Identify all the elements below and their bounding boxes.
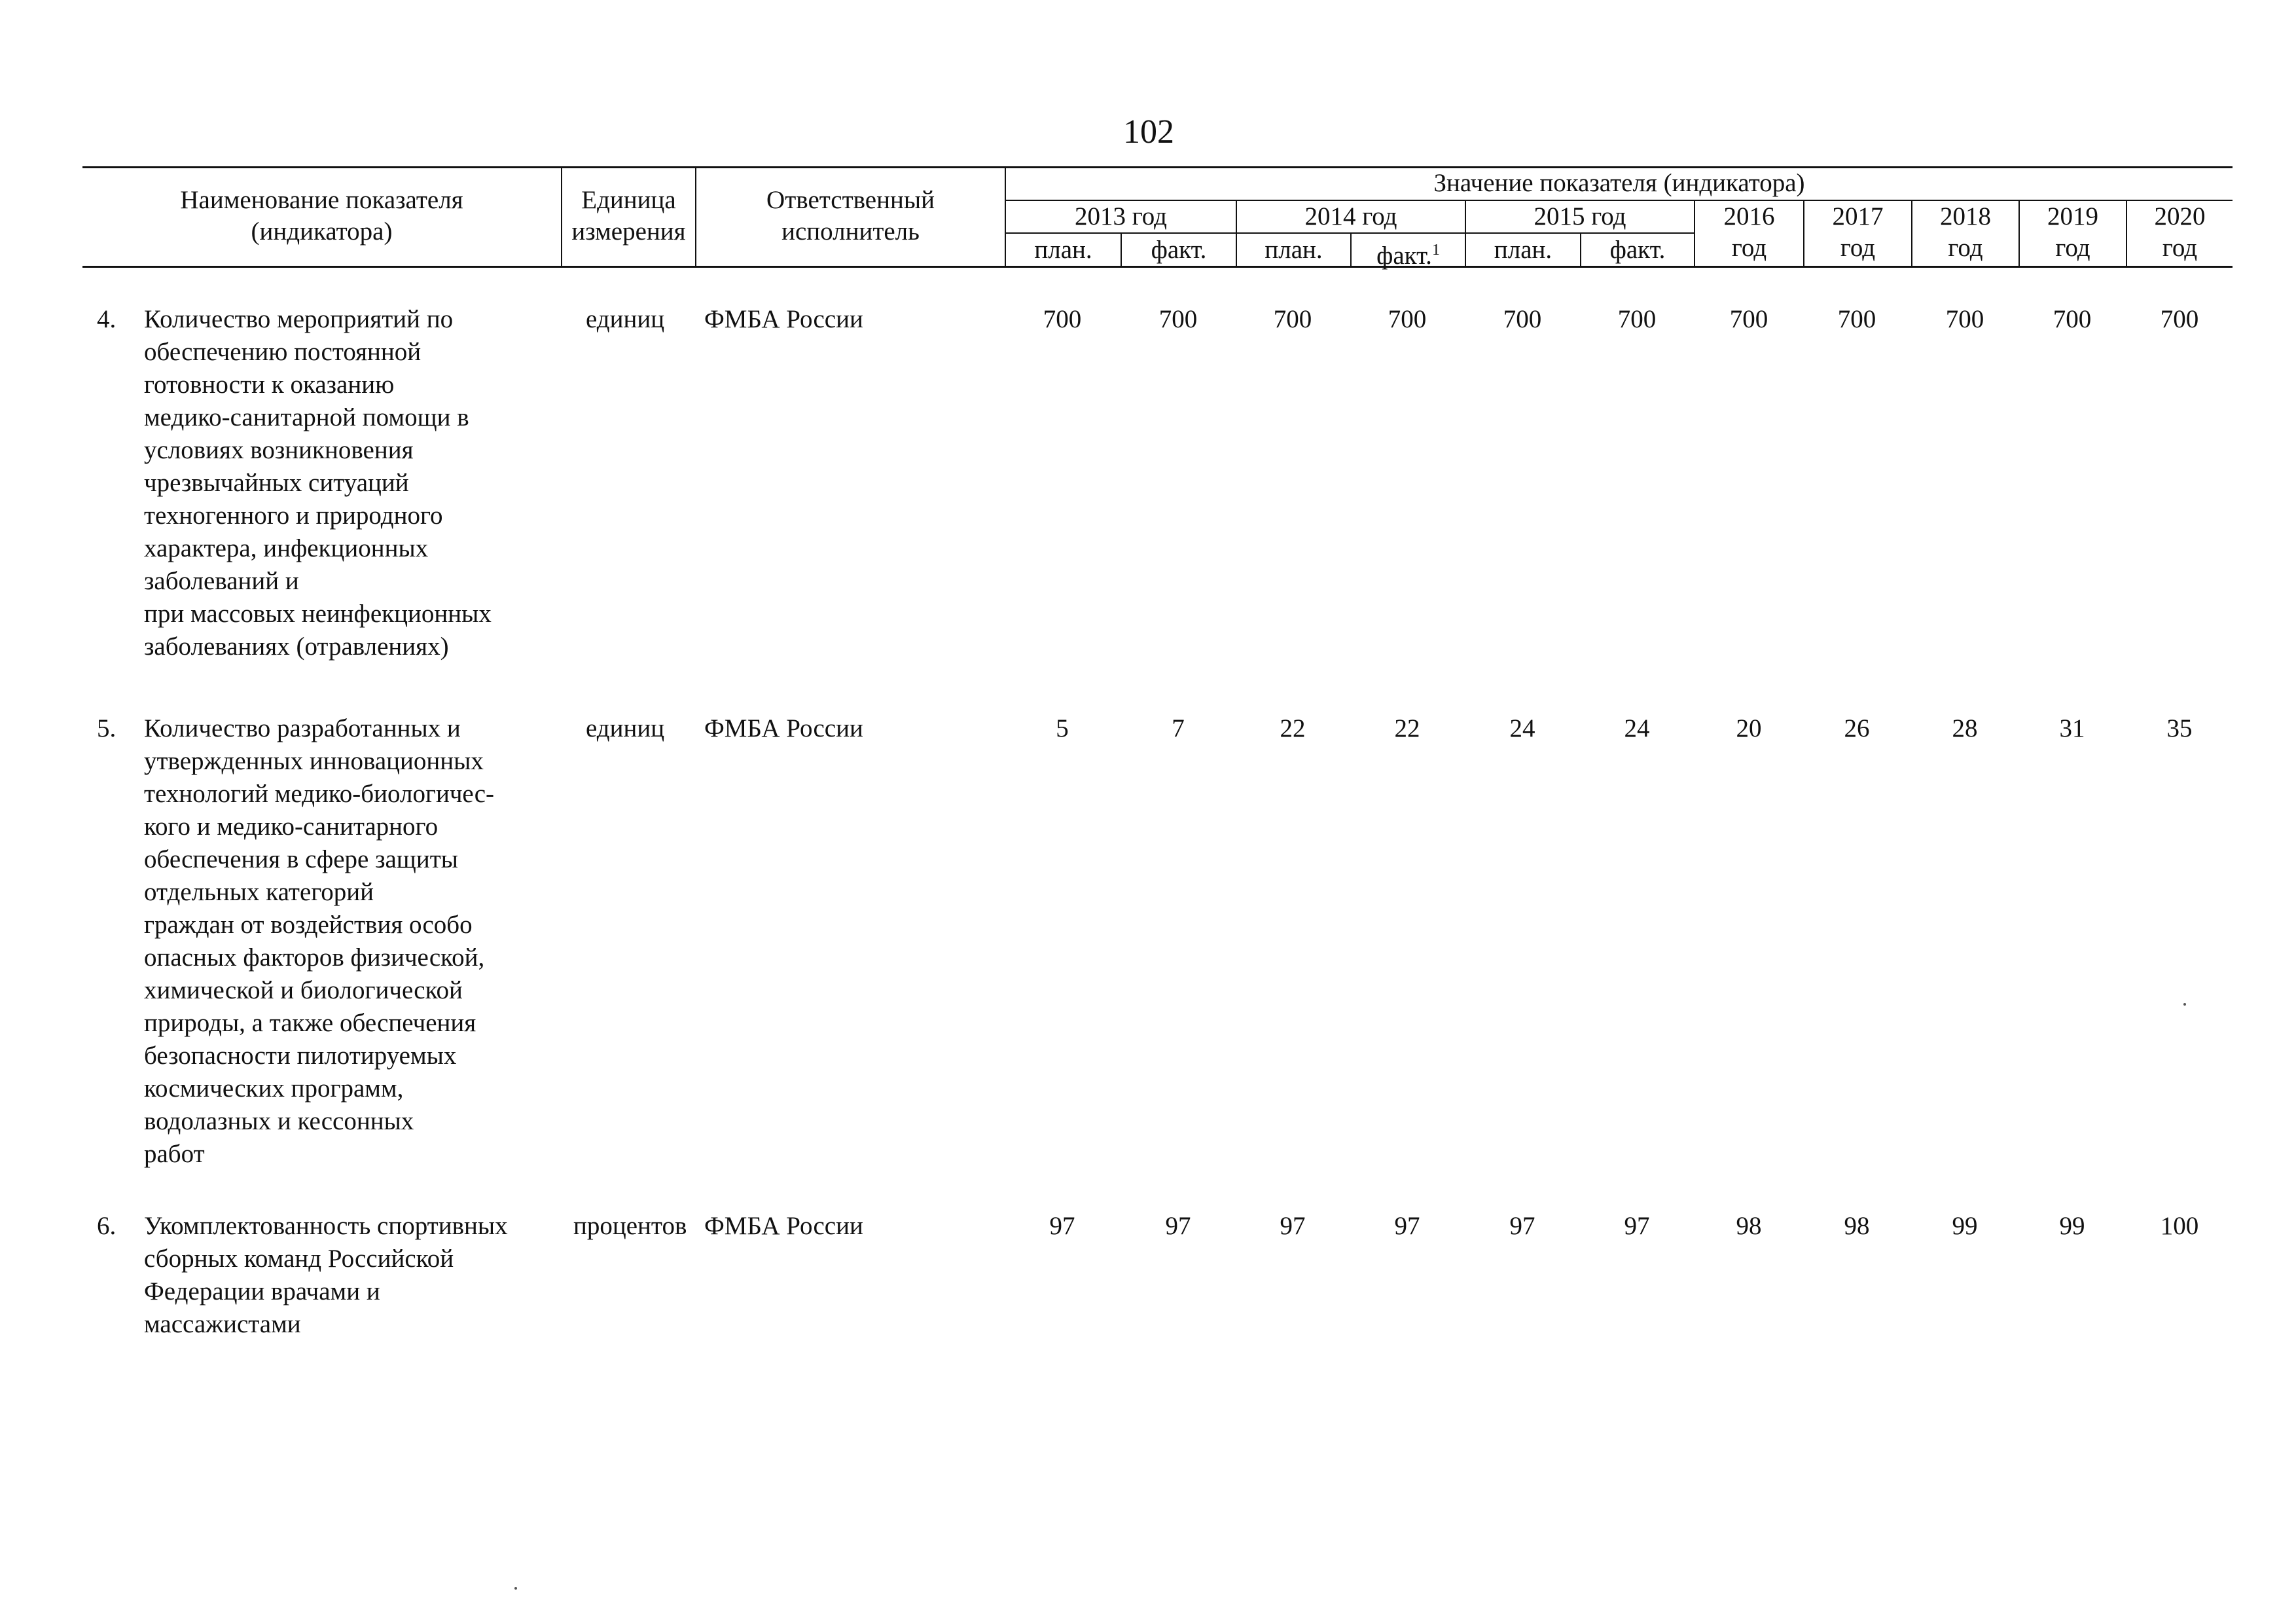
header-2013-plan: план.	[1034, 236, 1092, 264]
value-cell: 700	[1945, 305, 1984, 333]
indicator-name-line: космических программ,	[144, 1074, 404, 1103]
value-cell: 28	[1952, 714, 1978, 742]
value-cell: 24	[1509, 714, 1535, 742]
header-year-2018-num: 2018	[1940, 202, 1991, 230]
header-2015-plan: план.	[1494, 236, 1552, 264]
header-year-2015: 2015 год	[1534, 202, 1626, 230]
header-year-2016	[1695, 201, 1803, 264]
header-year-2020-label: год	[2162, 234, 2198, 262]
header-values-title: Значение показателя (индикатора)	[1433, 169, 1805, 197]
indicator-name-line: характера, инфекционных	[144, 534, 429, 562]
value-cell: 97	[1280, 1212, 1306, 1240]
value-cell: 26	[1844, 714, 1870, 742]
executor-cell: ФМБА России	[704, 714, 863, 742]
header-unit-line-1: Единица	[581, 186, 676, 214]
indicator-name-line: природы, а также обеспечения	[144, 1009, 476, 1037]
value-cell: 35	[2166, 714, 2193, 742]
value-cell: 700	[1043, 305, 1082, 333]
value-cell: 700	[1273, 305, 1312, 333]
page-number: 102	[1123, 113, 1174, 151]
header-year-2020-num: 2020	[2154, 202, 2206, 230]
value-cell: 99	[2059, 1212, 2085, 1240]
value-cell: 700	[1158, 305, 1198, 333]
value-cell: 700	[1388, 305, 1427, 333]
header-year-2017	[1804, 201, 1911, 264]
value-cell: 97	[1165, 1212, 1191, 1240]
header-executor-line-1: Ответственный	[766, 186, 935, 214]
footnote-mark: 1	[1431, 242, 1440, 259]
indicator-name-line: отдельных категорий	[144, 878, 374, 906]
header-year-2017-num: 2017	[1832, 202, 1884, 230]
value-cell: 22	[1280, 714, 1306, 742]
unit-cell: единиц	[586, 305, 665, 333]
value-cell: 98	[1844, 1212, 1870, 1240]
header-year-2019-num: 2019	[2047, 202, 2098, 230]
value-cell: 20	[1736, 714, 1762, 742]
value-cell: 24	[1624, 714, 1650, 742]
value-cell: 700	[1503, 305, 1542, 333]
header-year-2019	[2020, 201, 2126, 264]
header-unit-col	[562, 185, 695, 247]
indicator-name-line: заболеваниях (отравлениях)	[144, 632, 449, 661]
header-year-2016-label: год	[1731, 234, 1767, 262]
header-year-2014: 2014 год	[1304, 202, 1397, 230]
row-number: 5.	[97, 714, 117, 742]
indicator-name-line: Укомплектованность спортивных	[144, 1212, 508, 1240]
row-number: 4.	[97, 305, 117, 333]
indicator-name-line: граждан от воздействия особо	[144, 911, 473, 939]
indicator-name-line: медико-санитарной помощи в	[144, 403, 469, 431]
indicator-name	[144, 712, 494, 1171]
value-cell: 31	[2059, 714, 2085, 742]
value-cell: 700	[2053, 305, 2092, 333]
indicator-name-line: Федерации врачами и	[144, 1277, 380, 1305]
value-cell: 7	[1172, 714, 1185, 742]
value-cell: 5	[1056, 714, 1069, 742]
indicator-name-line: технологий медико-биологичес-	[144, 780, 495, 808]
header-year-2013: 2013 год	[1075, 202, 1167, 230]
value-cell: 97	[1049, 1212, 1075, 1240]
indicator-name-line: утвержденных инновационных	[144, 747, 484, 775]
unit-cell: единиц	[586, 714, 665, 742]
indicator-name	[144, 1210, 508, 1341]
header-2015-fact: факт.	[1609, 236, 1666, 264]
scan-speck	[514, 1587, 517, 1590]
header-year-2016-num: 2016	[1723, 202, 1775, 230]
indicator-name-line: кого и медико-санитарного	[144, 812, 439, 841]
table-header-bottom-rule	[82, 266, 2233, 268]
indicator-name-line: опасных факторов физической,	[144, 943, 485, 972]
row-number: 6.	[97, 1212, 117, 1240]
indicator-name-line: условиях возникновения	[144, 436, 414, 464]
unit-cell: процентов	[573, 1212, 687, 1240]
header-name-line-1: Наименование показателя	[180, 186, 463, 214]
header-year-2019-label: год	[2055, 234, 2090, 262]
indicator-name-line: водолазных и кессонных	[144, 1107, 414, 1135]
indicator-name-line: готовности к оказанию	[144, 371, 395, 399]
scan-speck	[2183, 1003, 2186, 1006]
indicator-name-line: сборных команд Российской	[144, 1245, 454, 1273]
header-year-2020	[2127, 201, 2233, 264]
header-year-2018	[1912, 201, 2018, 264]
indicator-name-line: Количество разработанных и	[144, 714, 461, 742]
value-cell: 97	[1509, 1212, 1535, 1240]
header-year-2017-label: год	[1840, 234, 1876, 262]
value-cell: 700	[1617, 305, 1657, 333]
years-rule	[1005, 232, 1694, 234]
indicator-name-line: массажистами	[144, 1310, 301, 1338]
header-executor-line-2: исполнитель	[781, 217, 920, 246]
indicator-name-line: химической и биологической	[144, 976, 463, 1004]
value-cell: 98	[1736, 1212, 1762, 1240]
value-cell: 97	[1624, 1212, 1650, 1240]
header-year-2018-label: год	[1948, 234, 1983, 262]
header-executor-col	[696, 185, 1005, 247]
indicator-name-line: обеспечению постоянной	[144, 338, 422, 366]
indicator-name-line: обеспечения в сфере защиты	[144, 845, 458, 873]
value-cell: 22	[1394, 714, 1420, 742]
value-cell: 100	[2160, 1212, 2199, 1240]
value-cell: 99	[1952, 1212, 1978, 1240]
header-unit-line-2: измерения	[571, 217, 686, 246]
indicator-name-line: чрезвычайных ситуаций	[144, 469, 409, 497]
value-cell: 700	[2160, 305, 2199, 333]
indicator-name-line: Количество мероприятий по	[144, 305, 454, 333]
indicator-name-line: работ	[144, 1140, 205, 1168]
header-2014-plan: план.	[1265, 236, 1323, 264]
header-2014-fact-label: факт.	[1376, 242, 1432, 270]
indicator-name-line: при массовых неинфекционных	[144, 600, 492, 628]
indicator-name-line: техногенного и природного	[144, 501, 443, 530]
executor-cell: ФМБА России	[704, 305, 863, 333]
header-name-col	[82, 185, 561, 247]
header-2013-fact: факт.	[1151, 236, 1207, 264]
indicator-name-line: заболеваний и	[144, 567, 299, 595]
executor-cell: ФМБА России	[704, 1212, 863, 1240]
value-cell: 97	[1394, 1212, 1420, 1240]
value-cell: 700	[1729, 305, 1768, 333]
header-name-line-2: (индикатора)	[251, 217, 393, 246]
indicator-name-line: безопасности пилотируемых	[144, 1042, 457, 1070]
header-2014-fact	[1352, 234, 1465, 272]
value-cell: 700	[1837, 305, 1876, 333]
indicator-name	[144, 303, 492, 663]
